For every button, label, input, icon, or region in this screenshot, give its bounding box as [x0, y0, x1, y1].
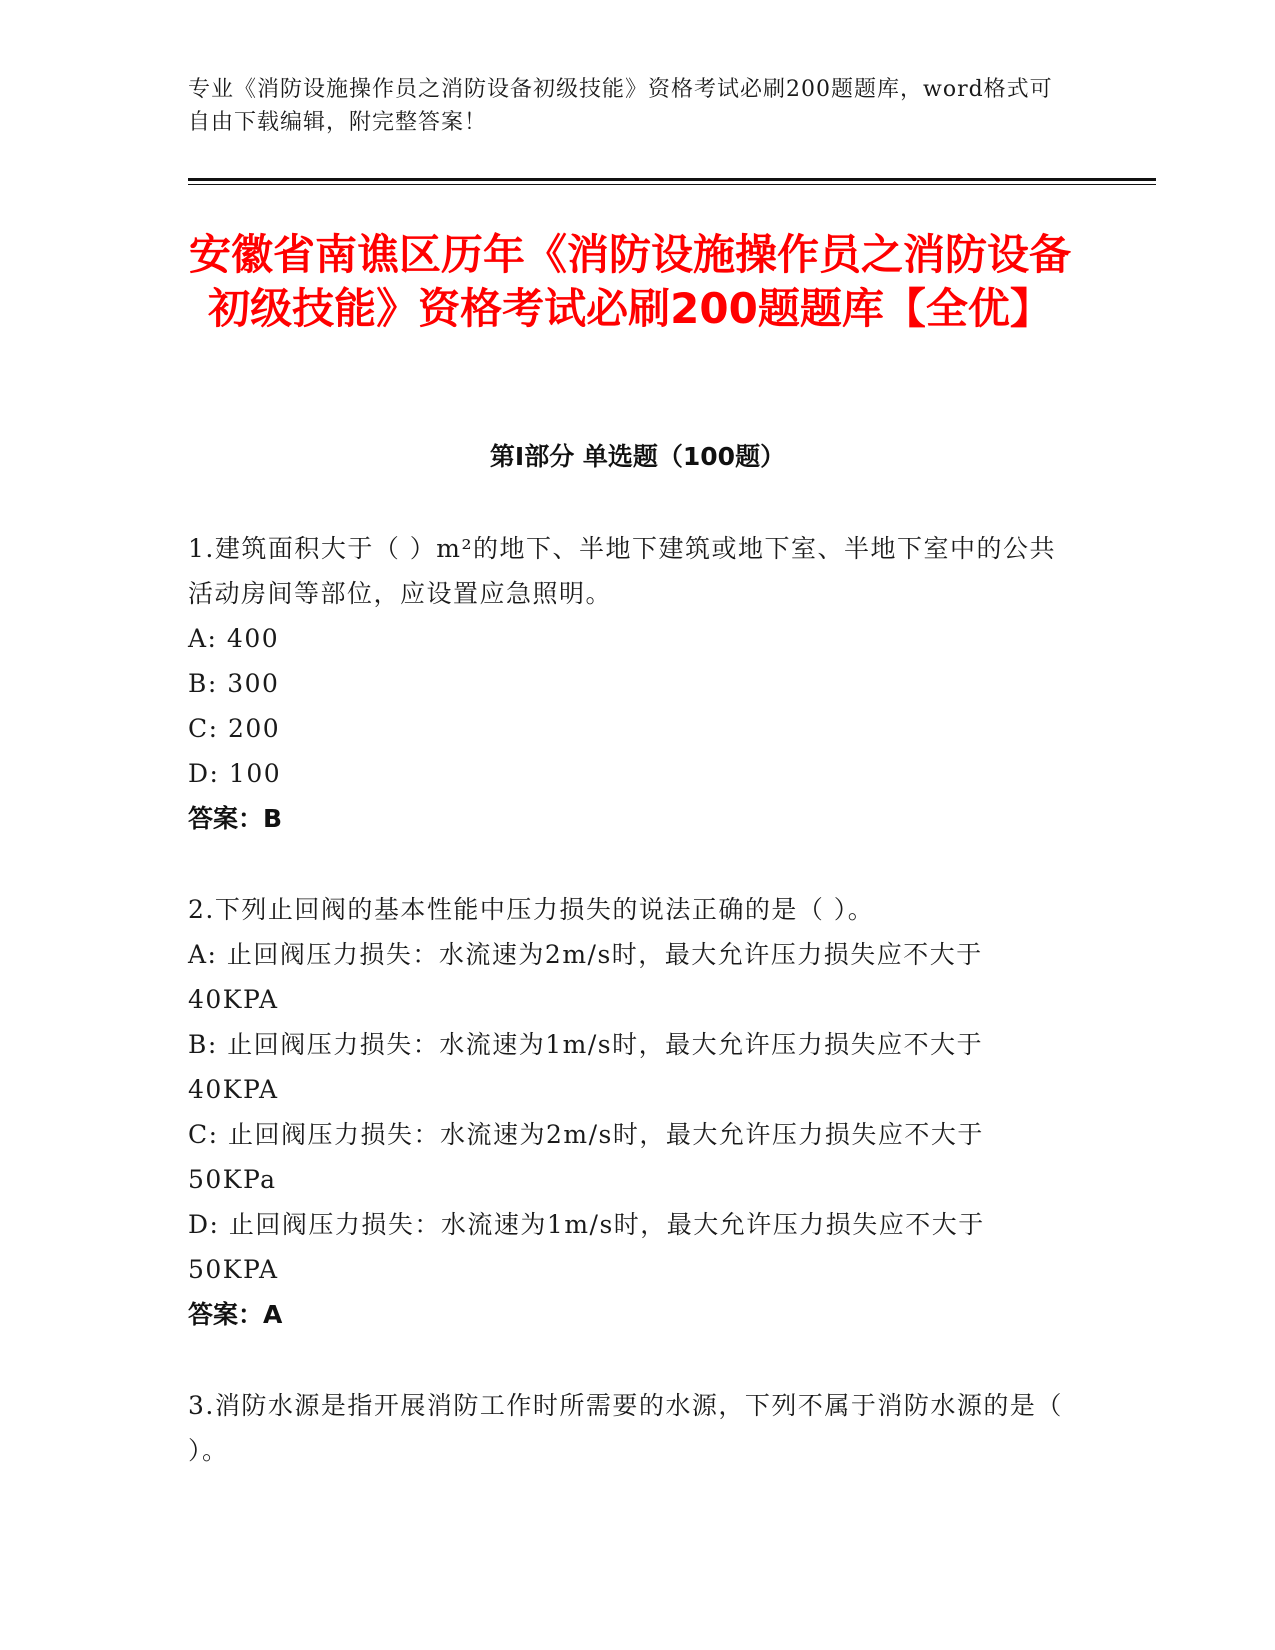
question-stem: 1.建筑面积大于（ ）m²的地下、半地下建筑或地下室、半地下室中的公共活动房间等部位，应设置应急照明。: [188, 534, 1057, 608]
answer-label: 答案：A: [188, 1300, 283, 1329]
header-divider-thin: [188, 184, 1156, 185]
option-a: A: 400: [188, 624, 280, 653]
option-c: C: 200: [188, 714, 281, 743]
option-b: B: 300: [188, 669, 280, 698]
option-b: B: 止回阀压力损失：水流速为1m/s时，最大允许压力损失应不大于40KPA: [188, 1030, 984, 1104]
question-1: [188, 526, 1068, 841]
option-a: A: 止回阀压力损失：水流速为2m/s时，最大允许压力损失应不大于40KPA: [188, 940, 983, 1014]
option-c: C: 止回阀压力损失：水流速为2m/s时，最大允许压力损失应不大于50KPa: [188, 1120, 984, 1194]
answer-label: 答案：B: [188, 804, 283, 833]
question-stem: 3.消防水源是指开展消防工作时所需要的水源，下列不属于消防水源的是（ ）。: [188, 1391, 1063, 1465]
question-stem: 2.下列止回阀的基本性能中压力损失的说法正确的是（ ）。: [188, 895, 875, 924]
header-divider-thick: [188, 178, 1156, 181]
question-2: [188, 887, 1068, 1337]
question-list: [188, 526, 1068, 1519]
option-d: D: 止回阀压力损失：水流速为1m/s时，最大允许压力损失应不大于50KPA: [188, 1210, 985, 1284]
option-d: D: 100: [188, 759, 282, 788]
document-title: 安徽省南谯区历年《消防设施操作员之消防设备初级技能》资格考试必刷200题题库【全优】: [188, 230, 1071, 333]
header-note: 专业《消防设施操作员之消防设备初级技能》资格考试必刷200题题库，word格式可自由下载编辑，附完整答案！: [188, 77, 1053, 135]
question-3: [188, 1383, 1068, 1473]
section-heading: 第I部分 单选题（100题）: [489, 442, 786, 471]
